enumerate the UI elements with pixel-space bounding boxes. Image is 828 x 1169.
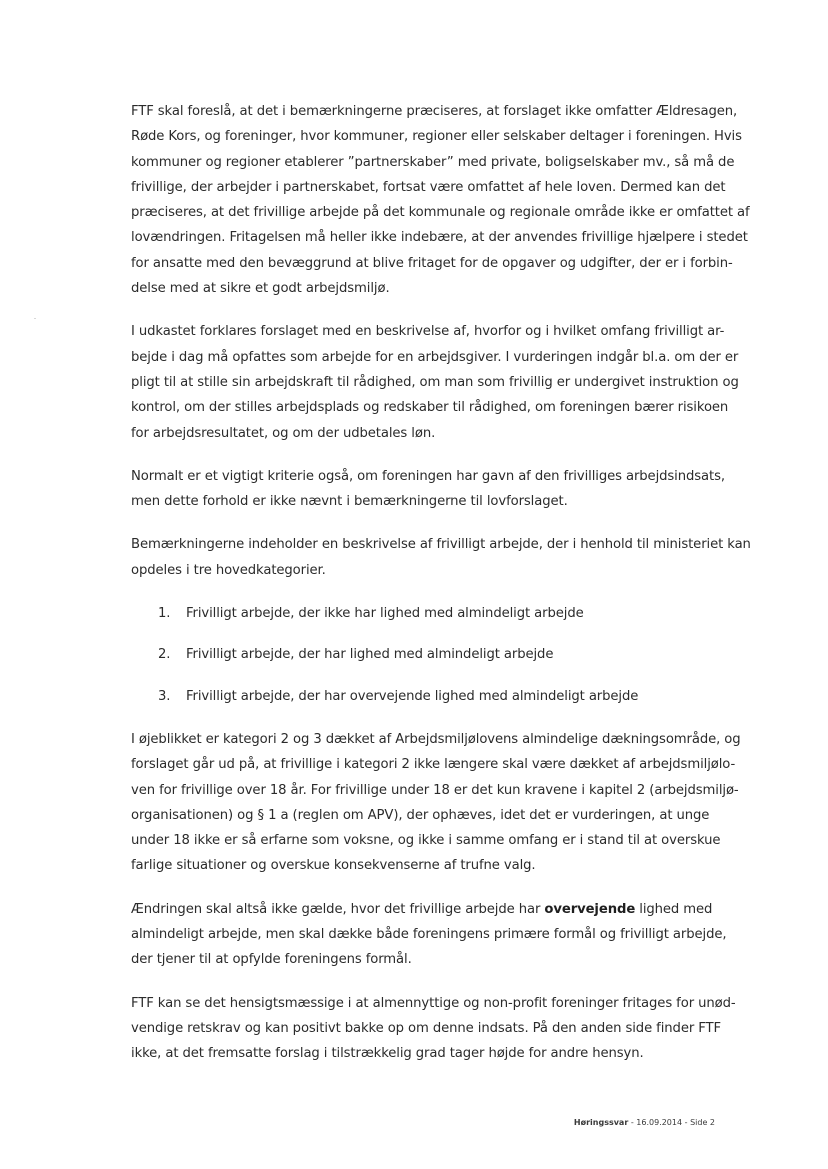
text-line — [131, 897, 721, 922]
list-number: 3. — [158, 688, 171, 704]
list-item — [131, 642, 721, 667]
text-line: kommuner og regioner etablerer ”partnerskaber” med private, boligselskaber mv., så må de — [131, 154, 735, 170]
text-line: men dette forhold er ikke nævnt i bemærkningerne til lovforslaget. — [131, 494, 568, 510]
list-text: Frivilligt arbejde, der ikke har lighed med almindeligt arbejde — [186, 606, 584, 622]
category-list — [131, 601, 721, 709]
footer-separator: - — [682, 1118, 691, 1127]
page-number: Side 2 — [690, 1118, 715, 1127]
footer-date: 16.09.2014 — [636, 1118, 683, 1127]
text-line: bejde i dag må opfattes som arbejde for en arbejdsgiver. I vurderingen indgår bl.a. om der er — [131, 349, 739, 365]
paragraph-2 — [131, 319, 739, 445]
text-line: I øjeblikket er kategori 2 og 3 dækket af Arbejdsmiljølovens almindelige dækningsområde, og — [131, 731, 741, 747]
text-line: FTF skal foreslå, at det i bemærkningerne præciseres, at forslaget ikke omfatter Ældresagen, — [131, 104, 738, 119]
text-line: delse med at sikre et godt arbejdsmiljø. — [131, 281, 390, 297]
text-line: FTF kan se det hensigtsmæssige i at almennyttige og non-profit foreninger fritages for unød- — [131, 995, 736, 1011]
paragraph-4 — [131, 532, 751, 583]
paragraph-1 — [131, 99, 750, 301]
document-body — [131, 99, 751, 1085]
list-text: Frivilligt arbejde, der har lighed med almindeligt arbejde — [186, 647, 554, 663]
text-line: almindeligt arbejde, men skal dække både foreningens primære formål og frivilligt arbejde, — [131, 927, 727, 943]
text-line: for ansatte med den bevæggrund at blive fritaget for de opgaver og udgifter, der er i forbin- — [131, 255, 733, 271]
text-line: Normalt er et vigtigt kriterie også, om foreningen har gavn af den frivilliges arbejdsindsats, — [131, 468, 725, 484]
text-line: forslaget går ud på, at frivillige i kategori 2 ikke længere skal være dækket af arbejdsmiljølo- — [131, 757, 736, 773]
text-run: Ændringen skal altså ikke gælde, hvor det frivillige arbejde har — [131, 901, 545, 917]
list-number: 2. — [158, 647, 171, 663]
text-line: lovændringen. Fritagelsen må heller ikke indebære, at der anvendes frivillige hjælpere i stedet — [131, 230, 748, 246]
text-line: ikke, at det fremsatte forslag i tilstrækkelig grad tager højde for andre hensyn. — [131, 1046, 644, 1062]
text-line: Røde Kors, og foreninger, hvor kommuner, regioner eller selskaber deltager i foreningen. Hvis — [131, 129, 742, 145]
list-item — [131, 684, 721, 709]
paragraph-7 — [131, 991, 736, 1067]
text-line: vendige retskrav og kan positivt bakke op om denne indsats. På den anden side finder FTF — [131, 1020, 721, 1036]
text-line: ven for frivillige over 18 år. For frivillige under 18 er det kun kravene i kapitel 2 (arbejdsmiljø- — [131, 782, 739, 798]
text-line: I udkastet forklares forslaget med en beskrivelse af, hvorfor og i hvilket omfang frivilligt ar- — [131, 324, 725, 340]
list-text: Frivilligt arbejde, der har overvejende lighed med almindeligt arbejde — [186, 688, 639, 704]
text-line: farlige situationer og overskue konsekvenserne af trufne valg. — [131, 858, 536, 874]
text-line: pligt til at stille sin arbejdskraft til rådighed, om man som frivillig er undergivet instruktion og — [131, 374, 739, 390]
list-item — [131, 601, 721, 626]
text-line: under 18 ikke er så erfarne som voksne, og ikke i samme omfang er i stand til at overskue — [131, 833, 721, 849]
paragraph-3 — [131, 464, 725, 515]
paragraph-5 — [131, 727, 741, 879]
text-line: for arbejdsresultatet, og om der udbetales løn. — [131, 425, 436, 441]
text-line: der tjener til at opfylde foreningens formål. — [131, 952, 412, 968]
emphasis-text: overvejende — [544, 901, 636, 917]
paragraph-6 — [131, 897, 727, 973]
text-line: kontrol, om der stilles arbejdsplads og redskaber til rådighed, om foreningen bærer risikoen — [131, 400, 729, 416]
text-line: frivillige, der arbejder i partnerskabet, fortsat være omfattet af hele loven. Dermed kan det — [131, 179, 726, 195]
page-footer — [574, 1118, 715, 1127]
text-line: organisationen) og § 1 a (reglen om APV), der ophæves, idet det er vurderingen, at unge — [131, 807, 710, 823]
text-line: Bemærkningerne indeholder en beskrivelse af frivilligt arbejde, der i henhold til ministeriet kan — [131, 537, 751, 553]
footer-label: Høringssvar — [573, 1118, 629, 1127]
scan-speck — [34, 318, 36, 319]
footer-separator: - — [628, 1118, 637, 1127]
text-line: præciseres, at det frivillige arbejde på det kommunale og regionale område ikke er omfattet af — [131, 205, 750, 221]
text-run: lighed med — [635, 901, 713, 917]
list-number: 1. — [158, 606, 171, 622]
text-line: opdeles i tre hovedkategorier. — [131, 562, 326, 578]
